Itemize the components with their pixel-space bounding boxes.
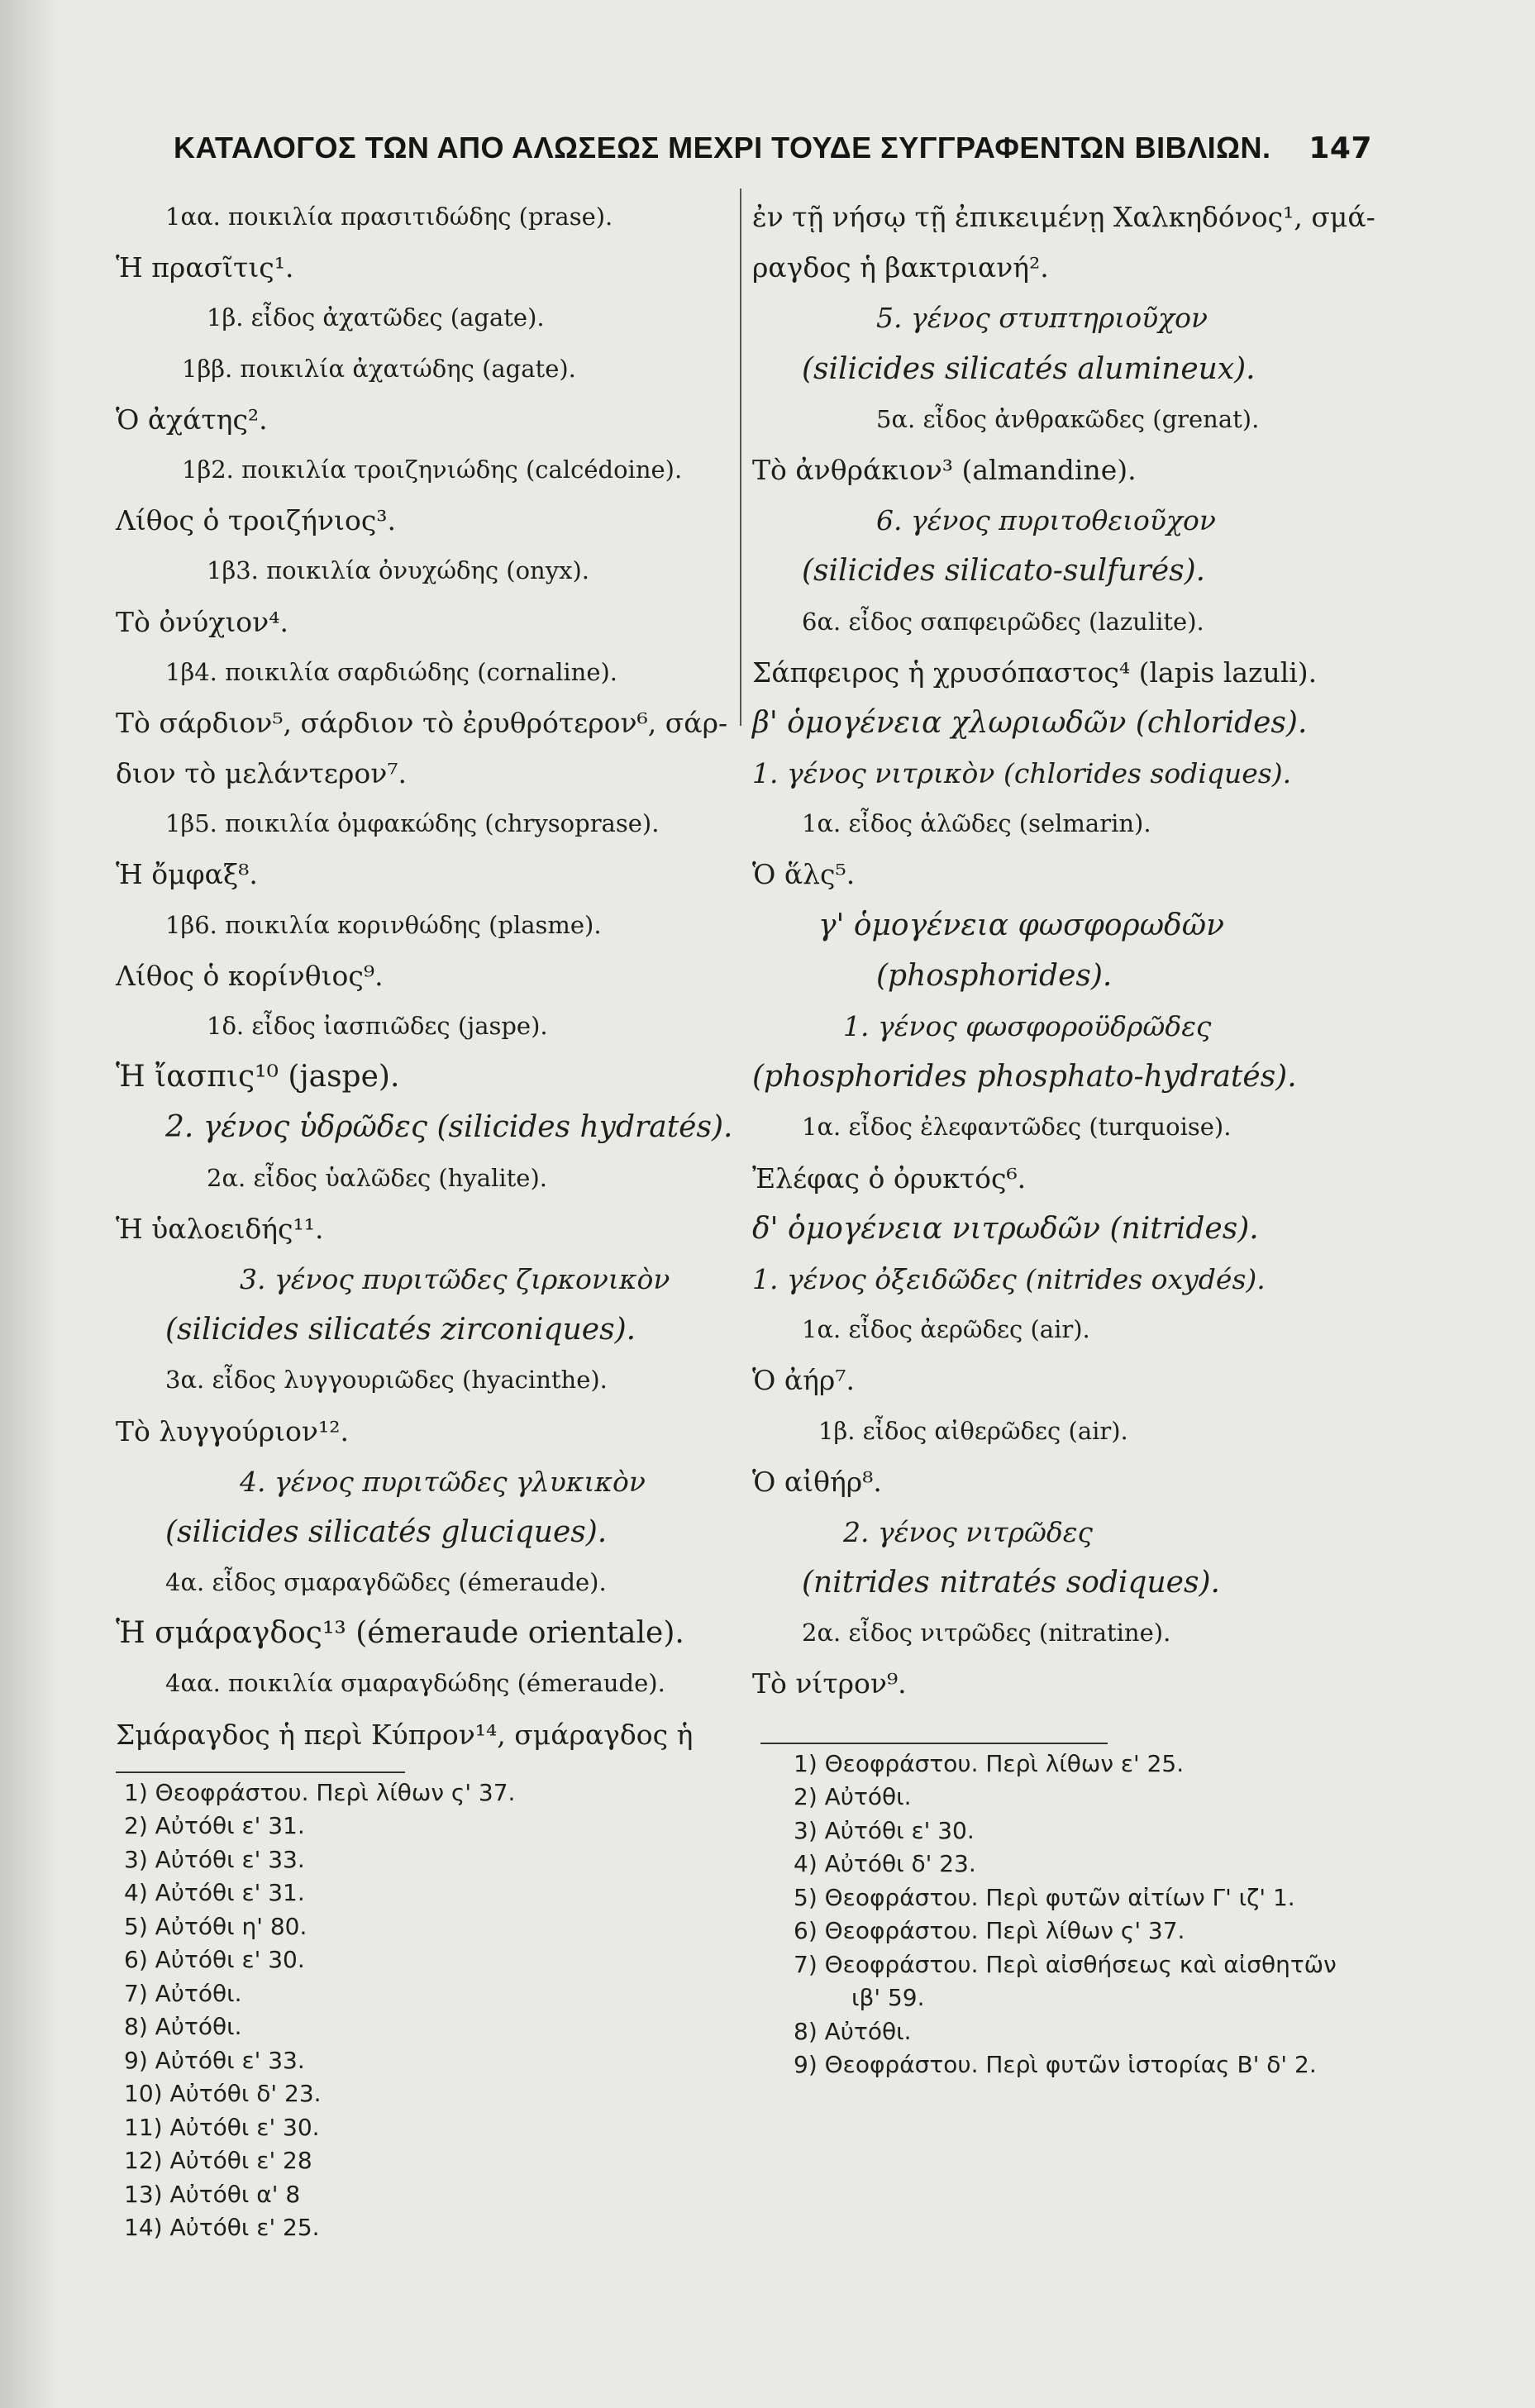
footnote: 8) Αὐτόθι. xyxy=(124,2013,242,2041)
footnote: 14) Αὐτόθι ε' 25. xyxy=(124,2214,320,2242)
heading-family-latin: (phosphorides). xyxy=(876,958,1113,993)
column-divider xyxy=(740,188,741,726)
text-line: 1β2. ποικιλία τροιζηνιώδης (calcédoine). xyxy=(182,455,683,484)
footnote: 1) Θεοφράστου. Περὶ λίθων ς' 37. xyxy=(124,1778,516,1806)
footnote: 1) Θεοφράστου. Περὶ λίθων ε' 25. xyxy=(794,1749,1185,1777)
heading-genus: 3. γένος πυριτῶδες ζιρκονικὸν xyxy=(240,1262,670,1295)
text-line: Ἡ ὄμφαξ⁸. xyxy=(116,858,258,891)
page-number: 147 xyxy=(1309,131,1372,165)
heading-genus-latin: (phosphorides phosphato-hydratés). xyxy=(752,1060,1297,1094)
text-line: 1α. εἶδος ἀερῶδες (air). xyxy=(802,1315,1090,1344)
footnote: 3) Αὐτόθι ε' 30. xyxy=(794,1816,975,1844)
heading-genus-latin: (silicides silicatés alumineux). xyxy=(802,351,1256,386)
text-line: Λίθος ὁ τροιζήνιος³. xyxy=(116,504,397,537)
footnote: 7) Αὐτόθι. xyxy=(124,1979,242,2007)
text-line: 1δ. εἶδος ἰασπιῶδες (jaspe). xyxy=(207,1012,548,1040)
text-line: 1α. εἶδος ἁλῶδες (selmarin). xyxy=(802,809,1151,838)
heading-genus: 6. γένος πυριτοθειοῦχον xyxy=(876,504,1216,537)
text-line: 6α. εἶδος σαπφειρῶδες (lazulite). xyxy=(802,607,1204,636)
footnote: 9) Αὐτόθι ε' 33. xyxy=(124,2046,305,2074)
text-line: 1αα. ποικιλία πρασιτιδώδης (prase). xyxy=(165,203,613,231)
text-line: Τὸ ἀνθράκιον³ (almandine). xyxy=(752,453,1137,486)
heading-genus: 5. γένος στυπτηριοῦχον xyxy=(876,302,1208,335)
footnote: 5) Αὐτόθι η' 80. xyxy=(124,1912,307,1940)
text-line: 1β. εἶδος αἰθερῶδες (air). xyxy=(818,1416,1128,1445)
footnote: 9) Θεοφράστου. Περὶ φυτῶν ἱστορίας Β' δ' 2. xyxy=(794,2051,1317,2079)
text-line: Λίθος ὁ κορίνθιος⁹. xyxy=(116,959,384,992)
text-line: 5α. εἶδος ἀνθρακῶδες (grenat). xyxy=(876,404,1260,433)
heading-genus: 1. γένος φωσφοροϋδρῶδες xyxy=(843,1010,1212,1042)
text-line: 4αα. ποικιλία σμαραγδώδης (émeraude). xyxy=(165,1669,665,1698)
text-line: διον τὸ μελάντερον⁷. xyxy=(116,757,408,790)
text-line: Ἡ ὑαλοειδής¹¹. xyxy=(116,1212,324,1245)
text-line: 1β6. ποικιλία κορινθώδης (plasme). xyxy=(165,910,602,939)
text-line: 1β3. ποικιλία ὀνυχώδης (onyx). xyxy=(207,556,589,585)
text-line: 3α. εἶδος λυγγουριῶδες (hyacinthe). xyxy=(165,1366,608,1395)
text-line: Τὸ λυγγούριον¹². xyxy=(116,1414,349,1447)
footnote: 11) Αὐτόθι ε' 30. xyxy=(124,2113,320,2141)
text-line: Τὸ ὀνύχιον⁴. xyxy=(116,605,288,638)
footnote: 4) Αὐτόθι ε' 31. xyxy=(124,1879,305,1907)
heading-genus-latin: (silicides silicatés zirconiques). xyxy=(165,1313,636,1347)
text-line: ἐν τῇ νήσῳ τῇ ἐπικειμένῃ Χαλκηδόνος¹, σμά- xyxy=(752,201,1375,233)
heading-genus: 1. γένος ὀξειδῶδες (nitrides oxydés). xyxy=(752,1262,1266,1295)
footnote: 6) Αὐτόθι ε' 30. xyxy=(124,1946,305,1974)
text-line: Ὁ ἅλς⁵. xyxy=(752,858,856,891)
heading-genus-latin: (silicides silicatés gluciques). xyxy=(165,1514,608,1549)
heading-genus: 1. γένος νιτρικὸν (chlorides sodiques). xyxy=(752,757,1292,790)
heading-genus: 2. γένος ὑδρῶδες (silicides hydratés). xyxy=(165,1110,733,1145)
footnote-cont-text: ιβ' 59. xyxy=(851,1984,925,2012)
text-line: ραγδος ἡ βακτριανή². xyxy=(752,251,1049,284)
footnote: 8) Αὐτόθι. xyxy=(794,2017,912,2045)
header-title: ΚΑΤΑΛΟΓΟΣ ΤΩΝ ΑΠΟ ΑΛΩΣΕΩΣ ΜΕΧΡΙ ΤΟΥΔΕ ΣΥΓΓΡΑΦΕΝΤΩΝ ΒΙΒΛΙΩΝ. xyxy=(174,131,1271,165)
text-line: Ὁ ἀχάτης². xyxy=(116,403,268,436)
footnote: 10) Αὐτόθι δ' 23. xyxy=(124,2080,322,2108)
footnotes-right xyxy=(752,1748,1380,2082)
text-line: Ἡ σμάραγδος¹³ (émeraude orientale). xyxy=(116,1616,684,1651)
text-line: Ὁ ἀήρ⁷. xyxy=(752,1364,856,1397)
running-header xyxy=(174,131,1372,165)
footnotes-left xyxy=(116,1776,727,2245)
footnote: 7) Θεοφράστου. Περὶ αἰσθήσεως καὶ αἰσθητῶν xyxy=(794,1950,1337,1978)
footnote: 2) Αὐτόθι. xyxy=(794,1783,912,1811)
text-line: 1β5. ποικιλία ὀμφακώδης (chrysoprase). xyxy=(165,809,660,838)
footnote: 3) Αὐτόθι ε' 33. xyxy=(124,1845,305,1873)
heading-family: δ' ὁμογένεια νιτρωδῶν (nitrides). xyxy=(752,1211,1259,1246)
footnote: 13) Αὐτόθι α' 8 xyxy=(124,2180,301,2208)
footnote-rule xyxy=(760,1743,1108,1744)
text-line: Τὸ σάρδιον⁵, σάρδιον τὸ ἐρυθρότερον⁶, σάρ- xyxy=(116,706,728,739)
heading-genus: 4. γένος πυριτῶδες γλυκικὸν xyxy=(240,1465,646,1498)
heading-genus: 2. γένος νιτρῶδες xyxy=(843,1515,1093,1548)
footnote: 2) Αὐτόθι ε' 31. xyxy=(124,1812,305,1840)
footnote: 5) Θεοφράστου. Περὶ φυτῶν αἰτίων Γ' ιζ' 1. xyxy=(794,1883,1295,1911)
heading-family: γ' ὁμογένεια φωσφορωδῶν xyxy=(818,908,1224,942)
text-line: Τὸ νίτρον⁹. xyxy=(752,1667,907,1700)
text-line: Ἐλέφας ὁ ὀρυκτός⁶. xyxy=(752,1161,1027,1194)
text-line: Σμάραγδος ἡ περὶ Κύπρον¹⁴, σμάραγδος ἡ xyxy=(116,1718,694,1751)
text-line: Σάπφειρος ἡ χρυσόπαστος⁴ (lapis lazuli). xyxy=(752,656,1318,689)
text-line: 2α. εἶδος νιτρῶδες (nitratine). xyxy=(802,1619,1171,1647)
heading-family: β' ὁμογένεια χλωριωδῶν (chlorides). xyxy=(752,705,1308,740)
page-edge-shadow xyxy=(0,0,58,2408)
text-line: Ἡ πρασῖτις¹. xyxy=(116,251,294,284)
footnote-continuation xyxy=(752,1981,1380,2015)
heading-genus-latin: (nitrides nitratés sodiques). xyxy=(802,1566,1220,1600)
text-line: Ὁ αἰθήρ⁸. xyxy=(752,1465,882,1498)
footnote-rule xyxy=(116,1771,405,1773)
text-line: 1β. εἶδος ἀχατῶδες (agate). xyxy=(207,303,545,332)
right-column xyxy=(752,192,1380,2082)
heading-genus-latin: (silicides silicato-sulfurés). xyxy=(802,554,1206,589)
footnote: 12) Αὐτόθι ε' 28 xyxy=(124,2147,312,2175)
footnote: 4) Αὐτόθι δ' 23. xyxy=(794,1850,976,1878)
footnote: 6) Θεοφράστου. Περὶ λίθων ς' 37. xyxy=(794,1917,1185,1945)
text-line: 2α. εἶδος ὑαλῶδες (hyalite). xyxy=(207,1163,547,1192)
left-column xyxy=(116,192,733,2245)
text-line: 1ββ. ποικιλία ἀχατώδης (agate). xyxy=(182,354,576,383)
text-line: 1β4. ποικιλία σαρδιώδης (cornaline). xyxy=(165,657,618,686)
text-line: Ἡ ἴασπις¹⁰ (jaspe). xyxy=(116,1060,400,1094)
text-line: 4α. εἶδος σμαραγδῶδες (émeraude). xyxy=(165,1568,607,1597)
text-line: 1α. εἶδος ἐλεφαντῶδες (turquoise). xyxy=(802,1113,1232,1142)
